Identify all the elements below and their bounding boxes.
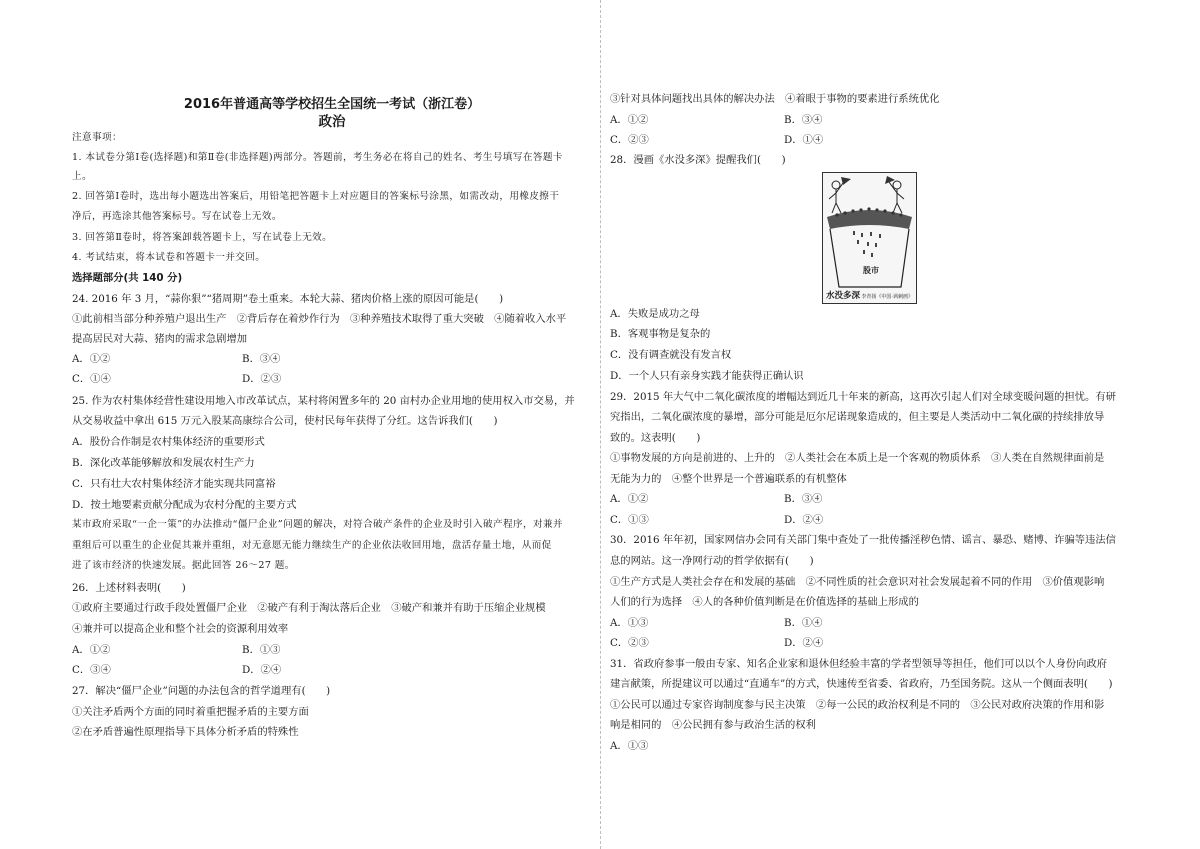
- q26-item: ④兼并可以提高企业和整个社会的资源利用效率: [72, 623, 289, 635]
- q31-stem: 31．省政府参事一般由专家、知名企业家和退休但经验丰富的学者型领导等担任，他们可以以个人身份向政府: [610, 658, 1108, 670]
- notice-line: 3. 回答第Ⅱ卷时，将答案卸载答题卡上，写在试卷上无效。: [72, 232, 333, 243]
- q27-option-a: A．①②: [610, 114, 649, 126]
- q26-option-d: D．②④: [242, 664, 282, 676]
- q26-option-c: C．③④: [72, 664, 111, 676]
- q29-option-c: C．①③: [610, 514, 649, 526]
- q30-stem: 息的网站。这一净网行动的哲学依据有( ): [610, 555, 814, 567]
- material-line: 进了该市经济的快速发展。据此回答 26～27 题。: [72, 560, 295, 571]
- notice-line: 4. 考试结束，将本试卷和答题卡一并交回。: [72, 252, 266, 263]
- notice-line: 1. 本试卷分第Ⅰ卷(选择题)和第Ⅱ卷(非选择题)两部分。答题前，考生务必在将自己的姓名、考生号填写在答题卡: [72, 152, 563, 163]
- q28-option-d: D．一个人只有亲身实践才能获得正确认识: [610, 370, 804, 382]
- q31-item: 响是相同的 ④公民拥有参与政治生活的权利: [610, 719, 816, 731]
- q24-item: ①此前相当部分种养殖户退出生产 ②背后存在着炒作行为 ③种养殖技术取得了重大突破 ④随着收入水平: [72, 313, 567, 325]
- column-divider: [600, 0, 601, 849]
- q30-stem: 30．2016 年年初，国家网信办会同有关部门集中查处了一批传播淫秽色情、谣言、暴恐、赌博、诈骗等违法信: [610, 534, 1116, 546]
- cartoon-credit: 李青扬《中国·讽刺画》: [861, 294, 913, 300]
- q29-option-a: A．①②: [610, 493, 649, 505]
- exam-title: 2016年普通高等学校招生全国统一考试（浙江卷）: [183, 97, 481, 112]
- q29-stem: 29．2015 年大气中二氧化碳浓度的增幅达到近几十年来的新高，这再次引起人们对全球变暖问题的担忧。有研: [610, 391, 1116, 403]
- q30-option-a: A．①③: [610, 617, 649, 629]
- q27-stem: 27．解决“僵尸企业”问题的办法包含的哲学道理有( ): [72, 685, 331, 697]
- cartoon-stock-label: 股市: [863, 266, 879, 275]
- q31-item: ①公民可以通过专家咨询制度参与民主决策 ②每一公民的政治权利是不同的 ③公民对政府决策的作用和影: [610, 699, 1105, 711]
- q31-stem: 建言献策，所提建议可以通过“直通车”的方式，快速传至省委、省政府，乃至国务院。这从一个侧面表明( ): [610, 678, 1113, 690]
- q30-option-d: D．②④: [784, 637, 824, 649]
- notice-line: 2. 回答第Ⅰ卷时，选出每小题选出答案后，用铅笔把答题卡上对应题目的答案标号涂黑，如需改动，用橡皮擦干: [72, 191, 560, 202]
- notice-heading: 注意事项：: [72, 132, 122, 143]
- q29-option-b: B．③④: [784, 493, 823, 505]
- q27-item: ①关注矛盾两个方面的同时着重把握矛盾的主要方面: [72, 706, 309, 718]
- q24-option-d: D．②③: [242, 373, 282, 385]
- q30-item: 人们的行为选择 ④人的各种价值判断是在价值选择的基础上形成的: [610, 596, 919, 608]
- q28-option-c: C．没有调查就没有发言权: [610, 349, 732, 361]
- q27-option-c: C．②③: [610, 134, 649, 146]
- q25-stem: 从交易收益中拿出 615 万元入股某高康综合公司，使村民每年获得了分红。这告诉我们( ): [72, 415, 498, 427]
- q29-stem: 致的。这表明( ): [610, 432, 701, 444]
- q29-item: ①事物发展的方向是前进的、上升的 ②人类社会在本质上是一个客观的物质体系 ③人类在自然规律面前是: [610, 452, 1105, 464]
- q25-stem: 25. 作为农村集体经营性建设用地入市改革试点，某村将闲置多年的 20 亩村办企业用地的使用权入市交易，并: [72, 395, 575, 407]
- q26-option-b: B．①③: [242, 644, 281, 656]
- q26-stem: 26．上述材料表明( ): [72, 582, 186, 594]
- notice-line: 净后，再选涂其他答案标号。写在试卷上无效。: [72, 211, 282, 222]
- q27-option-b: B．③④: [784, 114, 823, 126]
- q28-stem: 28．漫画《水没多深》提醒我们( ): [610, 154, 786, 166]
- cartoon-drawing: [823, 173, 916, 303]
- q25-option-a: A．股份合作制是农村集体经济的重要形式: [72, 436, 265, 448]
- q24-stem: 24. 2016 年 3 月，“蒜你狠”“猪周期”卷土重来。本轮大蒜、猪肉价格上涨的原因可能是( ): [72, 293, 504, 305]
- q30-option-c: C．②③: [610, 637, 649, 649]
- notice-line: 上。: [72, 171, 92, 182]
- q25-option-b: B．深化改革能够解放和发展农村生产力: [72, 457, 255, 469]
- q27-item: ②在矛盾普遍性原理指导下具体分析矛盾的特殊性: [72, 726, 299, 738]
- q26-option-a: A．①②: [72, 644, 111, 656]
- material-line: 某市政府采取“一企一策”的办法推动“僵尸企业”问题的解决，对符合破产条件的企业及时引入破产程序，对兼并: [72, 519, 563, 530]
- q26-item: ①政府主要通过行政手段处置僵尸企业 ②破产有利于淘汰落后企业 ③破产和兼并有助于压缩企业规模: [72, 602, 546, 614]
- cartoon-image: [822, 172, 917, 304]
- q24-option-a: A．①②: [72, 353, 111, 365]
- exam-subject: 政治: [318, 114, 346, 130]
- material-line: 重组后可以重生的企业促其兼并重组，对无意愿无能力继续生产的企业依法收回用地，盘活存量土地，从而促: [72, 540, 552, 551]
- q25-option-c: C．只有壮大农村集体经济才能实现共同富裕: [72, 478, 276, 490]
- q28-option-b: B．客观事物是复杂的: [610, 328, 711, 340]
- q24-option-b: B．③④: [242, 353, 281, 365]
- q29-item: 无能为力的 ④整个世界是一个普遍联系的有机整体: [610, 473, 847, 485]
- q29-stem: 究指出，二氧化碳浓度的暴增，部分可能是厄尔尼诺现象造成的，但主要是人类活动中二氧化碳的持续排放导: [610, 411, 1105, 423]
- q27-option-d: D．①④: [784, 134, 824, 146]
- q24-item: 提高居民对大蒜、猪肉的需求急剧增加: [72, 333, 248, 345]
- cartoon-caption: 水没多深: [826, 291, 861, 301]
- q29-option-d: D．②④: [784, 514, 824, 526]
- section-label: 选择题部分(共 140 分): [72, 272, 183, 284]
- q30-option-b: B．①④: [784, 617, 823, 629]
- q30-item: ①生产方式是人类社会存在和发展的基础 ②不同性质的社会意识对社会发展起着不同的作用 ③价值观影响: [610, 576, 1105, 588]
- q28-option-a: A．失败是成功之母: [610, 308, 700, 320]
- q24-option-c: C．①④: [72, 373, 111, 385]
- q25-option-d: D．按土地要素贡献分配成为农村分配的主要方式: [72, 499, 297, 511]
- q31-option-a: A．①③: [610, 740, 649, 752]
- q27-item: ③针对具体问题找出具体的解决办法 ④着眼于事物的要素进行系统优化: [610, 93, 940, 105]
